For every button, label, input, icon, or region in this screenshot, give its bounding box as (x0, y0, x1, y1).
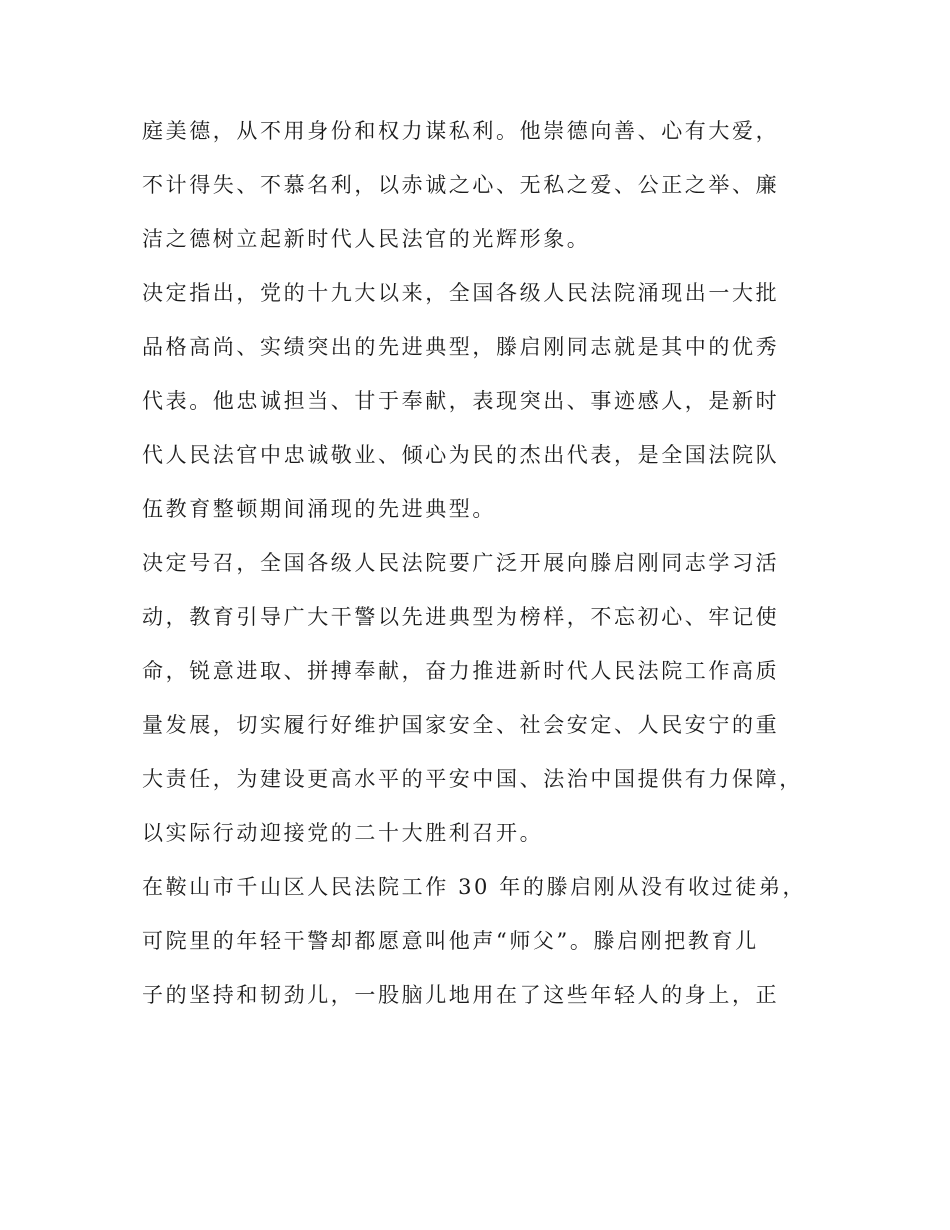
text-line: 伍教育整顿期间涌现的先进典型。 (142, 497, 496, 521)
text-line: 不计得失、不慕名利，以赤诚之心、无私之爱、公正之举、廉 (142, 173, 780, 197)
text-line: 决定指出，党的十九大以来，全国各级人民法院涌现出一大批 (142, 281, 780, 305)
text-line: 动，教育引导广大干警以先进典型为榜样，不忘初心、牢记使 (142, 605, 780, 629)
text-line: 子的坚持和韧劲儿，一股脑儿地用在了这些年轻人的身上，正 (142, 983, 780, 1007)
text-line: 代人民法官中忠诚敬业、倾心为民的杰出代表，是全国法院队 (142, 443, 780, 467)
text-line: 代表。他忠诚担当、甘于奉献，表现突出、事迹感人，是新时 (142, 389, 780, 413)
text-line: 命，锐意进取、拼搏奉献，奋力推进新时代人民法院工作高质 (142, 659, 780, 683)
text-line: 可院里的年轻干警却都愿意叫他声“师父”。滕启刚把教育儿 (142, 929, 759, 953)
text-line: 品格高尚、实绩突出的先进典型，滕启刚同志就是其中的优秀 (142, 335, 780, 359)
text-line: 以实际行动迎接党的二十大胜利召开。 (142, 821, 544, 845)
text-line: 庭美德，从不用身份和权力谋私利。他崇德向善、心有大爱， (142, 119, 780, 143)
text-line: 决定号召，全国各级人民法院要广泛开展向滕启刚同志学习活 (142, 551, 780, 575)
text-line: 洁之德树立起新时代人民法官的光辉形象。 (142, 227, 591, 251)
document-body (142, 104, 810, 1022)
text-line: 量发展，切实履行好维护国家安全、社会安定、人民安宁的重 (142, 713, 780, 737)
text-line: 在鞍山市千山区人民法院工作 30 年的滕启刚从没有收过徒弟， (142, 875, 807, 899)
text-line: 大责任，为建设更高水平的平安中国、法治中国提供有力保障， (142, 767, 803, 791)
